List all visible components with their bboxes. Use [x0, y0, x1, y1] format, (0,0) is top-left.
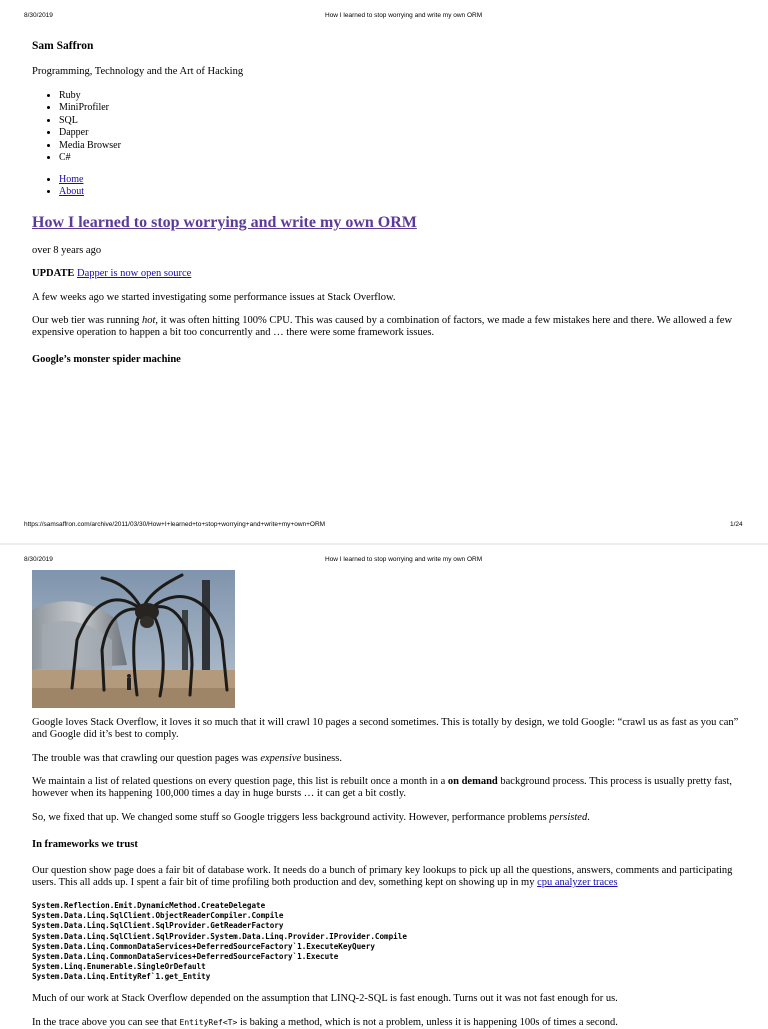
nav-item-about	[59, 186, 84, 198]
nav-about-link[interactable]: About	[59, 186, 84, 198]
paragraph: In the trace above you can see that EntityRef<T> is baking a method, which is not a problem, unless it is happening 100s of times a second.	[32, 1017, 618, 1028]
spider-sculpture-photo	[32, 570, 235, 708]
trace-line: System.Linq.Enumerable.SingleOrDefault	[32, 962, 206, 972]
site-tagline: Programming, Technology and the Art of Hacking	[32, 66, 244, 77]
print-date: 8/30/2019	[24, 12, 53, 19]
nav-item-home	[59, 174, 84, 186]
trace-line: System.Data.Linq.SqlClient.ObjectReaderCompiler.Compile	[32, 911, 284, 921]
category-item[interactable]: • MiniProfiler	[59, 102, 121, 114]
category-item[interactable]: • Media Browser	[59, 140, 121, 152]
print-url: https://samsaffron.com/archive/2011/03/30/How+I+learned+to+stop+worrying+and+write+my+own+ORM	[24, 521, 326, 528]
print-date: 8/30/2019	[24, 556, 53, 563]
category-item[interactable]: • C#	[59, 152, 121, 164]
paragraph: Our web tier was running hot, it was often hitting 100% CPU. This was caused by a combination of factors, we made a few mistakes here and there. We allowed a few expensive operation to happen a bit too concurrently and … there were some framework issues.	[32, 315, 733, 338]
category-item[interactable]: • SQL	[59, 115, 121, 127]
paragraph: We maintain a list of related questions on every question page, this list is rebuilt once a month in a on demand background process. This process is usually pretty fast, however when its happening 100,000 times a day in huge bursts … it can get a bit costly.	[32, 776, 733, 799]
post-age: over 8 years ago	[32, 245, 102, 256]
site-title: Sam Saffron	[32, 40, 94, 52]
inline-code: EntityRef<T>	[179, 1018, 238, 1027]
nav-home-link[interactable]: Home	[59, 174, 84, 185]
paragraph: A few weeks ago we started investigating some performance issues at Stack Overflow.	[32, 292, 396, 303]
dapper-open-source-link[interactable]: Dapper is now open source	[77, 268, 192, 279]
trace-line: System.Data.Linq.CommonDataServices+DeferredSourceFactory`1.Execute	[32, 952, 339, 962]
section-heading: Google’s monster spider machine	[32, 354, 181, 365]
paragraph: Much of our work at Stack Overflow depended on the assumption that LINQ-2-SQL is fast enough. Turns out it was not fast enough for us.	[32, 993, 618, 1004]
section-heading: In frameworks we trust	[32, 839, 138, 850]
trace-line: System.Reflection.Emit.DynamicMethod.CreateDelegate	[32, 901, 266, 910]
stack-trace	[32, 901, 740, 983]
cpu-analyzer-traces-link[interactable]: cpu analyzer traces	[537, 877, 618, 888]
trace-line: System.Data.Linq.CommonDataServices+DeferredSourceFactory`1.ExecuteKeyQuery	[32, 941, 375, 951]
main-nav	[32, 174, 84, 199]
print-page-number: 1/24	[730, 521, 743, 528]
trace-line: System.Data.Linq.SqlClient.SqlProvider.System.Data.Linq.Provider.IProvider.Compile	[32, 931, 407, 941]
category-item[interactable]: • Dapper	[59, 127, 121, 139]
paragraph: Our question show page does a fair bit of database work. It needs do a bunch of primary key lookups to pick up all the questions, answers, comments and participating users. This all adds up. I spent a fair bit of time profiling both production and dev, something kept on showing up in my cpu analyzer traces	[32, 865, 733, 888]
print-page-2	[0, 545, 768, 1028]
trace-line: System.Data.Linq.SqlClient.SqlProvider.GetReaderFactory	[32, 921, 284, 931]
print-title: How I learned to stop worrying and write my own ORM	[325, 556, 483, 563]
trace-line: System.Data.Linq.EntityRef`1.get_Entity	[32, 972, 211, 982]
paragraph: So, we fixed that up. We changed some stuff so Google triggers less background activity. However, performance problems persisted.	[32, 812, 590, 823]
paragraph: The trouble was that crawling our question pages was expensive business.	[32, 753, 342, 764]
category-item[interactable]: • Ruby	[59, 90, 121, 102]
update-label: UPDATE	[32, 268, 75, 279]
print-title: How I learned to stop worrying and write my own ORM	[325, 12, 483, 19]
paragraph: Google loves Stack Overflow, it loves it so much that it will crawl 10 pages a second sometimes. This is totally by design, we told Google: “crawl us as fast as you can” and Google did it’s best to comply.	[32, 717, 739, 740]
update-note	[32, 268, 740, 280]
category-list	[32, 90, 121, 164]
post-title-link[interactable]: How I learned to stop worrying and write my own ORM	[32, 214, 417, 231]
post-title	[32, 213, 740, 233]
